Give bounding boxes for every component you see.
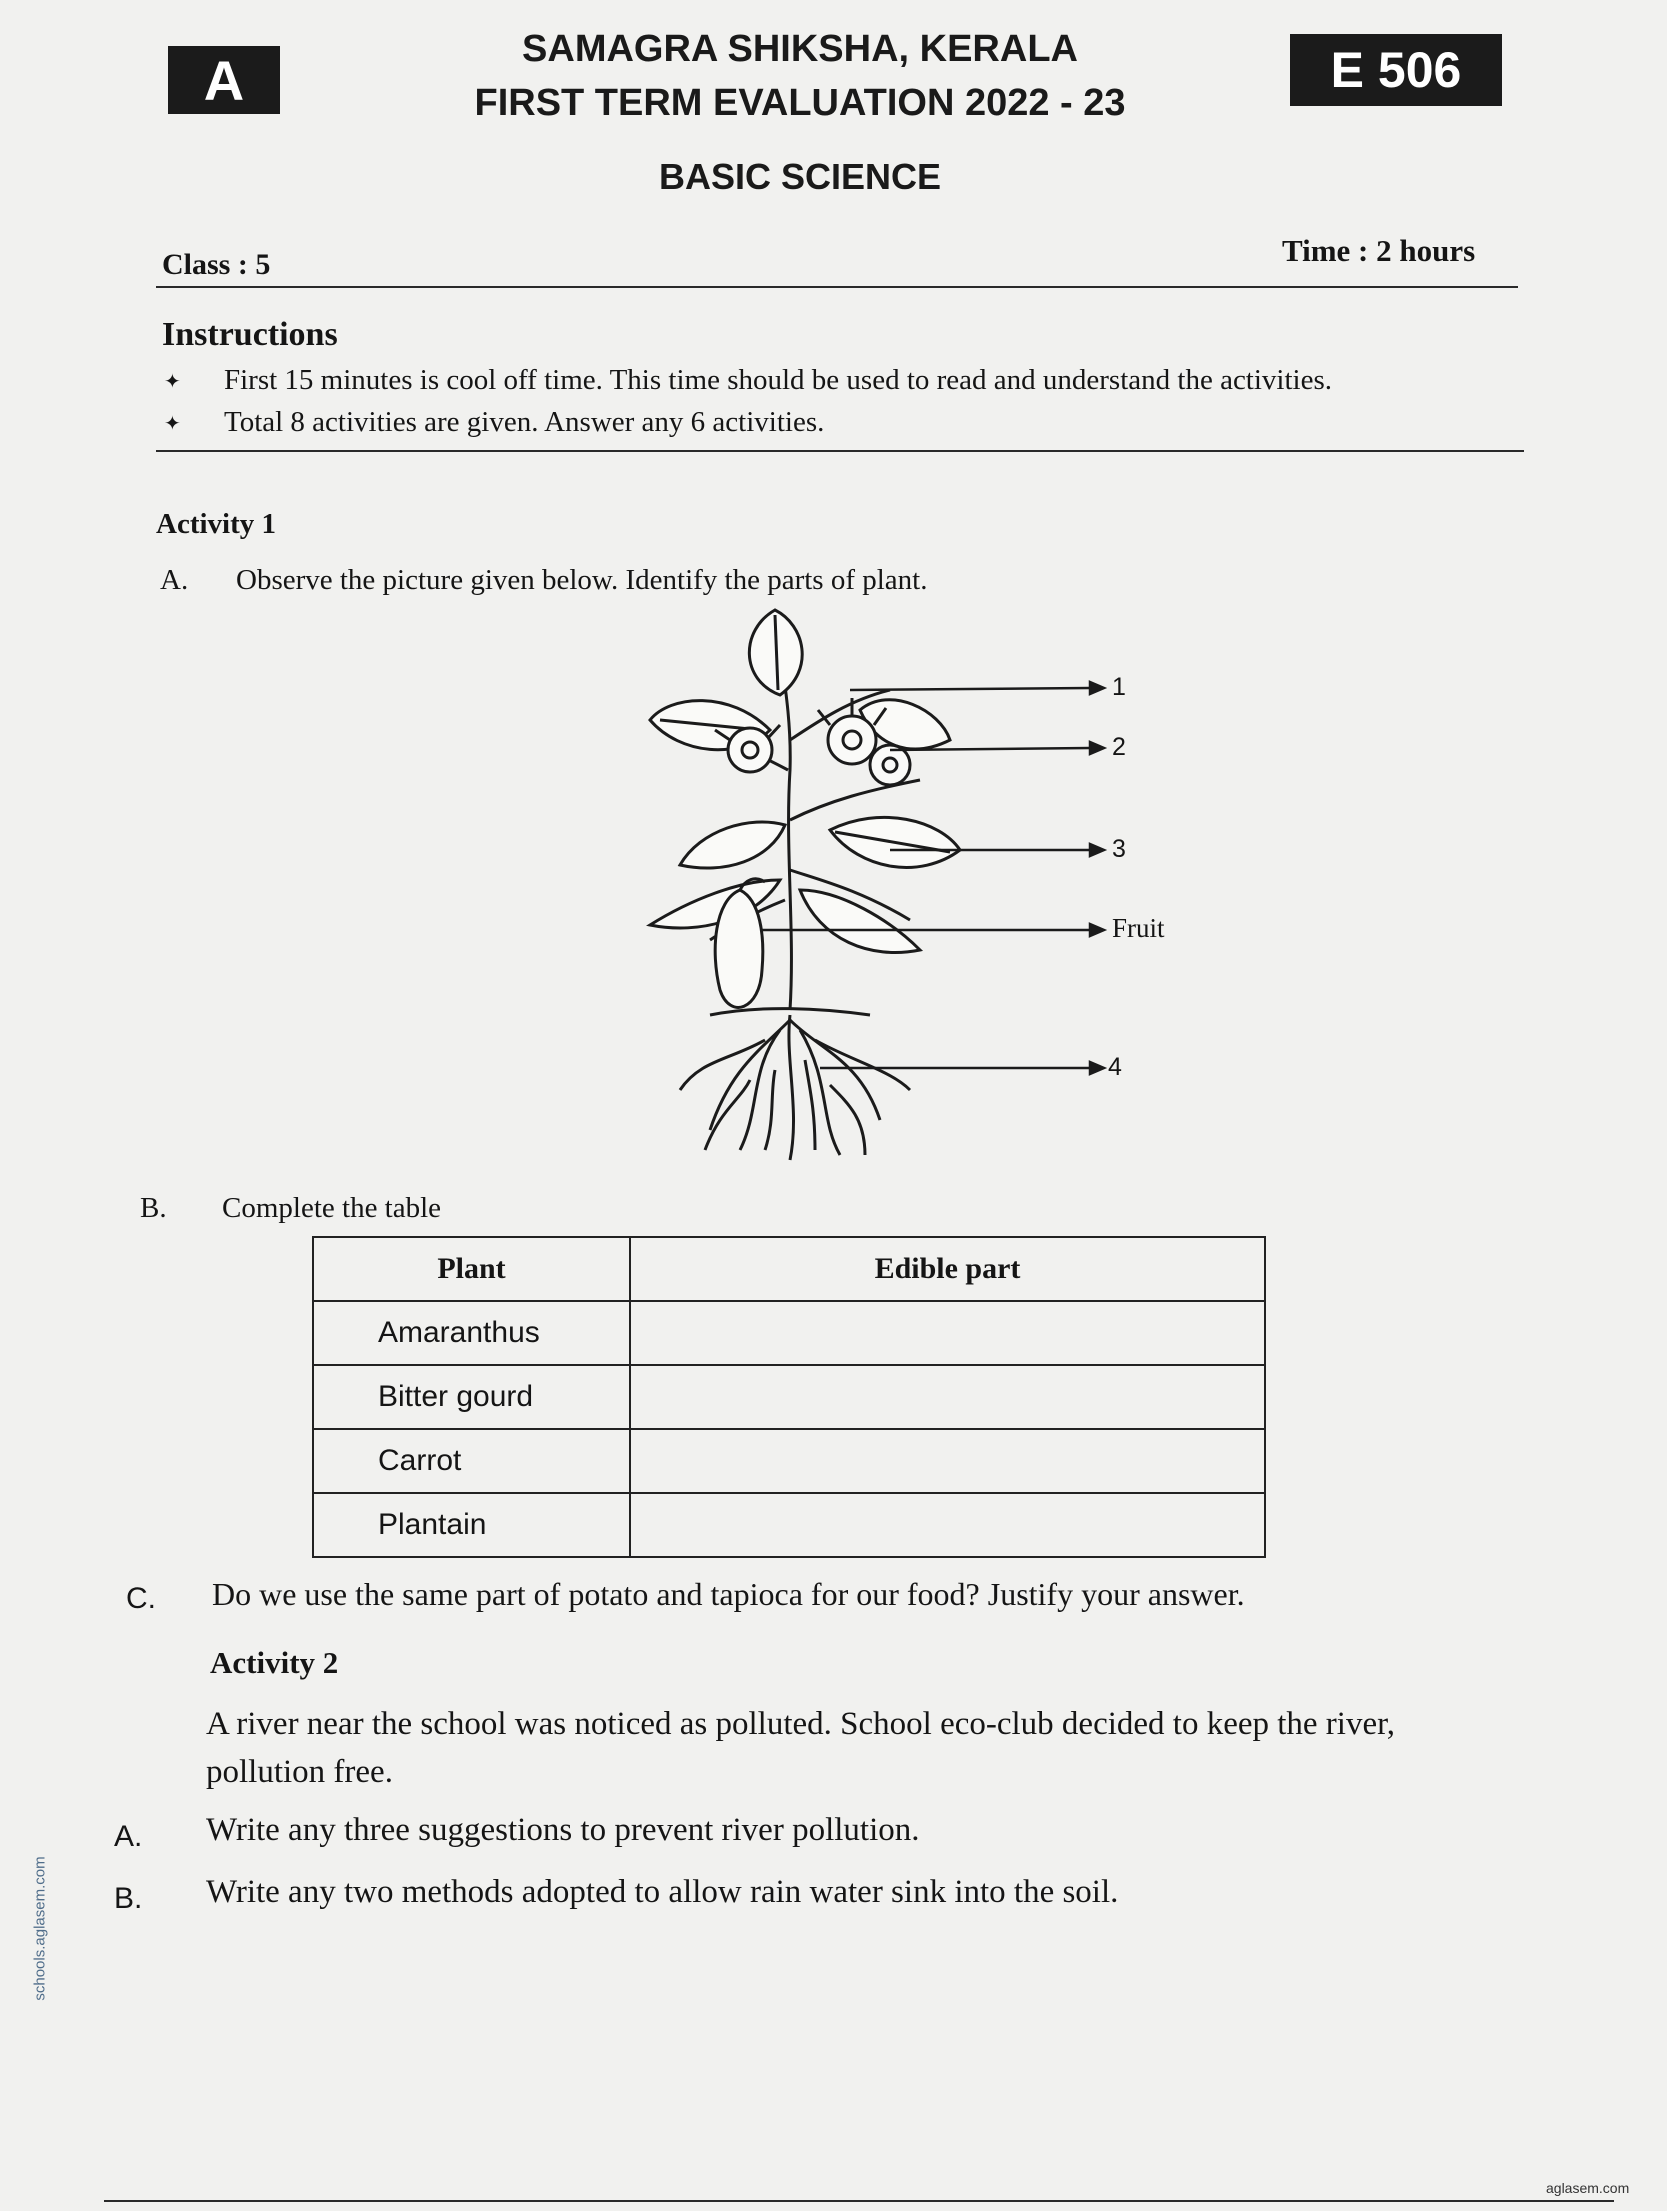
activity1-b-label: B. [140, 1192, 167, 1224]
footer-divider [104, 2200, 1614, 2202]
plant-label-1: 1 [1112, 673, 1126, 701]
table-cell-answer[interactable] [630, 1365, 1265, 1429]
instruction-item: Total 8 activities are given. Answer any 6 activities. [224, 406, 825, 438]
activity1-c-text: Do we use the same part of potato and tapioca for our food? Justify your answer. [212, 1576, 1245, 1612]
exam-title: FIRST TERM EVALUATION 2022 - 23 [474, 82, 1126, 124]
table-header-edible-part: Edible part [630, 1237, 1265, 1301]
table-cell-answer[interactable] [630, 1493, 1265, 1557]
activity2-title: Activity 2 [210, 1645, 339, 1680]
table-cell-plant: Plantain [313, 1493, 630, 1557]
table-cell-plant: Bitter gourd [313, 1365, 630, 1429]
org-title: SAMAGRA SHIKSHA, KERALA [522, 28, 1078, 70]
activity2-intro: A river near the school was noticed as polluted. School eco-club decided to keep the river, [206, 1706, 1396, 1742]
instructions-divider [156, 450, 1524, 452]
activity1-b-text: Complete the table [222, 1192, 442, 1224]
edible-part-table [312, 1236, 1266, 1558]
time-label: Time : 2 hours [1282, 233, 1476, 268]
leaf [680, 822, 785, 868]
table-row [313, 1429, 1265, 1493]
activity1-a-label: A. [160, 564, 189, 596]
footer-watermark: aglasem.com [1546, 2180, 1630, 2196]
table-header-plant: Plant [313, 1237, 630, 1301]
table-cell-answer[interactable] [630, 1301, 1265, 1365]
table-row [313, 1365, 1265, 1429]
activity2-a-text: Write any three suggestions to prevent river pollution. [206, 1812, 920, 1848]
plant-label-4: 4 [1108, 1053, 1122, 1081]
side-watermark: schools.aglasem.com [31, 1856, 49, 2001]
activity2-a-label: A. [114, 1820, 143, 1853]
activity2-intro-cont: pollution free. [206, 1754, 393, 1790]
subject-title: BASIC SCIENCE [658, 156, 942, 197]
class-label: Class : 5 [162, 248, 271, 281]
activity1-a-text: Observe the picture given below. Identify the parts of plant. [236, 564, 928, 596]
instruction-bullet: ✦ [164, 371, 181, 393]
table-cell-plant: Amaranthus [313, 1301, 630, 1365]
set-badge: A [168, 46, 280, 114]
table-cell-plant: Carrot [313, 1429, 630, 1493]
activity2-b-text: Write any two methods adopted to allow rain water sink into the soil. [206, 1874, 1119, 1910]
table-header-row [313, 1237, 1265, 1301]
paper-code-badge: E 506 [1290, 34, 1502, 106]
fruit [715, 890, 763, 1007]
instruction-item: First 15 minutes is cool off time. This time should be used to read and understand the activities. [224, 364, 1333, 396]
leaf [800, 890, 920, 953]
header-divider [156, 286, 1518, 288]
plant-label-2: 2 [1112, 733, 1126, 761]
table-cell-answer[interactable] [630, 1429, 1265, 1493]
table-row [313, 1493, 1265, 1557]
activity1-title: Activity 1 [156, 508, 276, 540]
table-row [313, 1301, 1265, 1365]
activity1-c-label: C. [126, 1582, 156, 1615]
pointer-arrow-1 [850, 688, 1090, 690]
plant-label-3: 3 [1112, 835, 1126, 863]
plant-label-fruit: Fruit [1112, 913, 1165, 943]
ground-line [710, 1009, 870, 1015]
instruction-bullet: ✦ [164, 413, 181, 435]
activity2-b-label: B. [114, 1882, 143, 1915]
plant-roots [680, 1015, 910, 1160]
instructions-title: Instructions [162, 316, 338, 353]
